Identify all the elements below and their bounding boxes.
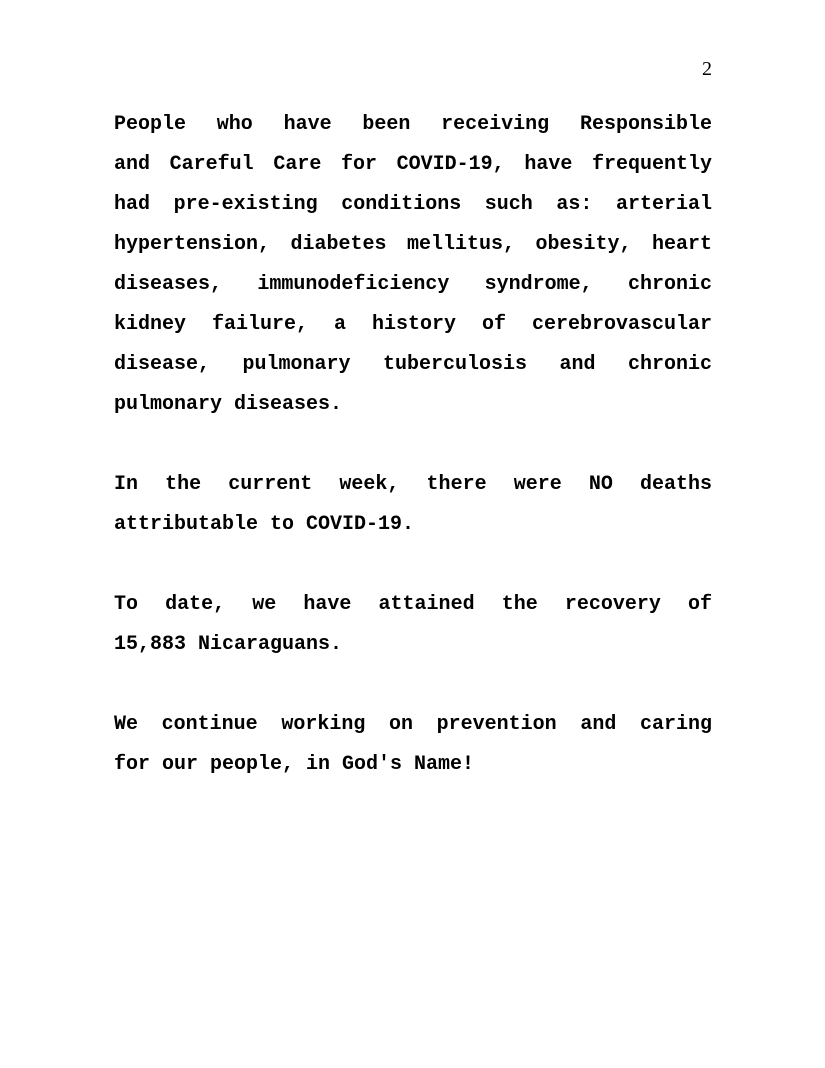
text-line: for our people, in God's Name!	[114, 753, 475, 776]
paragraph-closing	[114, 705, 712, 785]
text-line: hypertension, diabetes mellitus, obesity, heart	[114, 233, 712, 256]
text-line: pulmonary diseases.	[114, 393, 343, 416]
text-line: In the current week, there were NO deaths	[114, 473, 712, 496]
paragraph-preexisting-conditions	[114, 105, 712, 425]
text-line: We continue working on prevention and caring	[114, 713, 712, 736]
text-line: People who have been receiving Responsible	[114, 113, 712, 136]
page-number: 2	[702, 58, 712, 80]
text-line: diseases, immunodeficiency syndrome, chronic	[114, 273, 712, 296]
text-line: 15,883 Nicaraguans.	[114, 633, 343, 656]
text-line: disease, pulmonary tuberculosis and chronic	[114, 353, 712, 376]
text-line: To date, we have attained the recovery of	[114, 593, 712, 616]
text-line: had pre-existing conditions such as: arterial	[114, 193, 712, 216]
paragraph-no-deaths	[114, 465, 712, 545]
document-body	[114, 105, 712, 785]
text-line: and Careful Care for COVID-19, have frequently	[114, 153, 712, 176]
text-line: attributable to COVID-19.	[114, 513, 415, 536]
text-line: kidney failure, a history of cerebrovascular	[114, 313, 712, 336]
paragraph-recoveries	[114, 585, 712, 665]
